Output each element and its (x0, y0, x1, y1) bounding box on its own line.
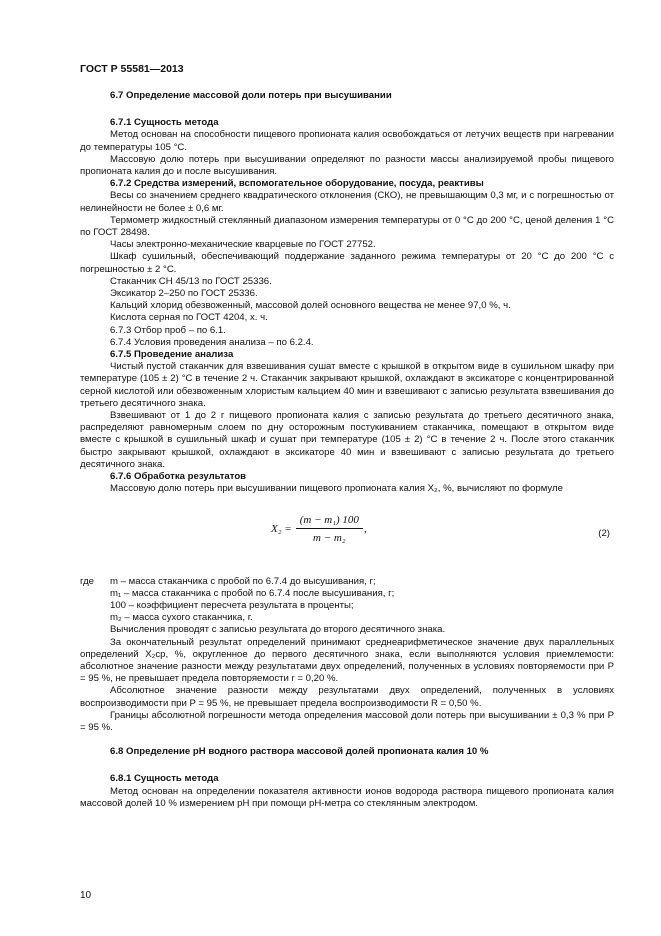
paragraph: Весы со значением среднего квадратического отклонения (СКО), не превышающим 0,3 мг, и с погрешностью от нелинейности не более ± 0,6 мг. (80, 190, 614, 214)
where-label: где (80, 575, 95, 587)
section-6-7-title: 6.7 Определение массовой доли потерь при высушивании (110, 90, 392, 101)
paragraph: Термометр жидкостный стеклянный диапазоном измерения температуры от 0 °С до 200 °С, ценой деления 1 °С по ГОСТ 28498. (80, 214, 614, 239)
formula-lhs: X₂ = (271, 523, 292, 536)
subsection-6-7-2-title: 6.7.2 Средства измерений, вспомогательное оборудование, посуда, реактивы (110, 178, 484, 190)
formula-numerator: (m − m₁) 100 (296, 514, 363, 529)
formula-2 (80, 510, 614, 564)
paragraph: Часы электронно-механические кварцевые по ГОСТ 27752. (110, 239, 376, 251)
legend-row (80, 600, 614, 612)
paragraph: Стаканчик СН 45/13 по ГОСТ 25336. (110, 275, 272, 287)
paragraph: Массовую долю потерь при высушивании пищевого пропионата калия X₂, %, вычисляют по формуле (110, 483, 563, 495)
legend-item: 100 – коэффициент пересчета результата в проценты; (110, 599, 354, 611)
page-number: 10 (80, 890, 92, 901)
page-body (80, 90, 614, 810)
paragraph: Границы абсолютной погрешности метода определения массовой доли потерь при высушивании ± 0,3 % при P = 95 %. (80, 709, 614, 733)
paragraph: Вычисления проводят с записью результата до второго десятичного знака. (110, 624, 446, 636)
subsection-6-7-6-title: 6.7.6 Обработка результатов (110, 471, 247, 483)
paragraph: Метод основан на определении показателя активности ионов водорода раствора пищевого пропионата калия массовой долей 10 % измерением pH при помощи pH-метра со стеклянным электродом. (80, 785, 614, 809)
paragraph: 6.7.3 Отбор проб – по 6.1. (110, 324, 226, 336)
section-6-8-title: 6.8 Определение pH водного раствора массовой долей пропионата калия 10 % (110, 746, 489, 758)
formula-expression (270, 514, 368, 545)
legend-row (80, 588, 614, 600)
document-header: ГОСТ Р 55581—2013 (80, 63, 184, 75)
paragraph: Шкаф сушильный, обеспечивающий поддержание заданного режима температуры от 20 °С до 200 °С с погрешностью ± 2 °С. (80, 251, 614, 275)
formula-tail: , (363, 523, 367, 536)
paragraph: Массовую долю потерь при высушивании определяют по разности массы анализируемой пробы пищевого пропионата калия до и после высушивания. (80, 153, 614, 178)
paragraph: Взвешивают от 1 до 2 г пищевого пропионата калия с записью результата до третьего десятичного знака, распределяют равномерным слоем по дну осторожным постукиванием стаканчика, помещают в открытом виде вместе с крышкой в сушильный шкаф и сушат при температуре (105 ± 2) °С в течение 2 ч. После этого стаканчик быстро закрывают крышкой, охлаждают в эксикаторе 40 мин и взвешивают с записью результата до третьего десятичного знака. (80, 410, 614, 470)
legend-item: m – масса стаканчика с пробой по 6.7.4 до высушивания, г; (110, 575, 376, 587)
paragraph: Чистый пустой стаканчик для взвешивания сушат вместе с крышкой в открытом виде в сушильном шкафу при температуре (105 ± 2) °С в течение 2 ч. Стаканчик закрывают крышкой, охлаждают в эксикаторе с концентрированной серной кислотой или обезвоженным хлористым кальцием 40 мин и взвешивают с записью результата взвешивания до третьего десятичного знака. (80, 361, 614, 409)
paragraph: Кальций хлорид обезвоженный, массовой долей основного вещества не менее 97,0 %, ч. (110, 300, 511, 312)
paragraph: Кислота серная по ГОСТ 4204, х. ч. (110, 312, 268, 324)
legend-item: m₁ – масса стаканчика с пробой по 6.7.4 после высушивания, г; (110, 587, 395, 599)
subsection-6-8-1-title: 6.8.1 Сущность метода (110, 773, 219, 785)
paragraph: Абсолютное значение разности между результатами двух определений, полученных в условиях воспроизводимости при P = 95 %, не превышает предела воспроизводимости R = 0,50 %. (80, 685, 614, 709)
legend-row (80, 612, 614, 624)
paragraph: Метод основан на способности пищевого пропионата калия освобождаться от летучих веществ при нагревании до температуры 105 °С. (80, 129, 614, 153)
paragraph: 6.7.4 Условия проведения анализа – по 6.2.4. (110, 336, 314, 348)
formula-denominator: m − m₂ (313, 531, 346, 544)
legend-row (80, 576, 614, 588)
subsection-6-7-1-title: 6.7.1 Сущность метода (110, 117, 219, 129)
paragraph: За окончательный результат определений принимают среднеарифметическое значение двух параллельных определений X₂ср, %, округленное до первого десятичного знака, если выполняются условия приемлемости: абсолютное значение разности между результатами двух определений, полученных в условиях повторяемости при P = 95 %, не превышает предела повторяемости r = 0,20 %. (80, 636, 614, 685)
paragraph: Эксикатор 2–250 по ГОСТ 25336. (110, 288, 258, 300)
legend-item: m₂ – масса сухого стаканчика, г. (110, 612, 253, 624)
formula-number: (2) (598, 527, 610, 539)
subsection-6-7-5-title: 6.7.5 Проведение анализа (110, 349, 234, 361)
